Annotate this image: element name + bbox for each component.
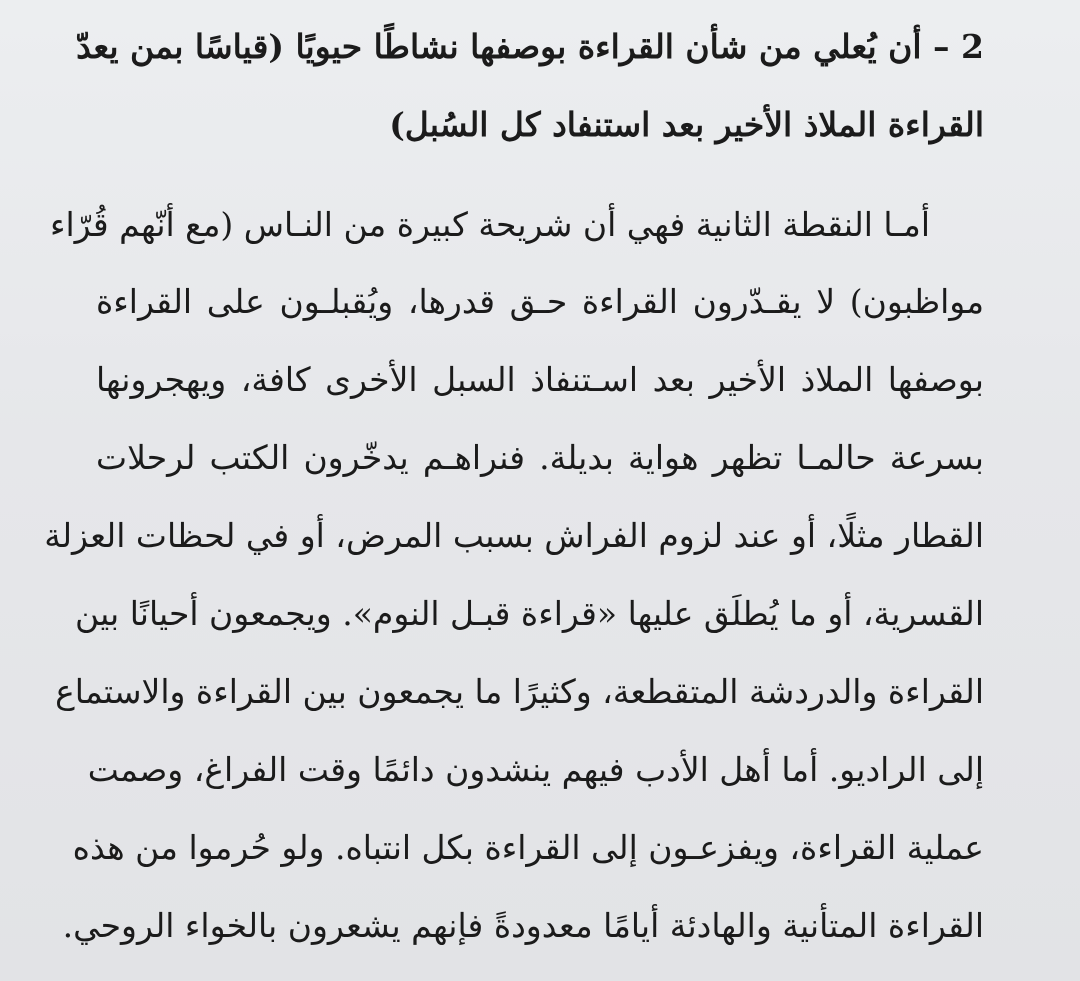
- paragraph-line-6: القسرية، أو ما يُطلَق عليها «قراءة قبـل النوم». ويجمعون أحيانًا بين: [74, 594, 984, 633]
- paragraph-line-4: بسرعة حالمـا تظهر هواية بديلة. فنراهـم يدخّرون الكتب لرحلات: [96, 438, 984, 477]
- paragraph-line-3: بوصفها الملاذ الأخير بعد اسـتنفاذ السبل الأخرى كافة، ويهجرونها: [96, 360, 984, 399]
- paragraph-line-7: القراءة والدردشة المتقطعة، وكثيرًا ما يجمعون بين القراءة والاستماع: [55, 672, 984, 711]
- paragraph-line-5: القطار مثلًا، أو عند لزوم الفراش بسبب المرض، أو في لحظات العزلة: [44, 516, 984, 555]
- paragraph-line-8: إلى الراديو. أما أهل الأدب فيهم ينشدون دائمًا وقت الفراغ، وصمت: [87, 750, 984, 789]
- paragraph-line-10: القراءة المتأنية والهادئة أيامًا معدودةً فإنهم يشعرون بالخواء الروحي.: [62, 906, 984, 945]
- heading-line-2: القراءة الملاذ الأخير بعد استنفاد كل السُبل): [389, 105, 984, 144]
- paragraph-line-2: مواظبون) لا يقـدّرون القراءة حـق قدرها، ويُقبلـون على القراءة: [96, 282, 984, 321]
- paragraph-line-1: أمـا النقطة الثانية فهي أن شريحة كبيرة من النـاس (مع أنّهم قُرّاء: [49, 205, 930, 244]
- heading-line-1: 2 – أن يُعلي من شأن القراءة بوصفها نشاطًا حيويًا (قياسًا بمن يعدّ: [76, 27, 984, 66]
- paragraph-line-9: عملية القراءة، ويفزعـون إلى القراءة بكل انتباه. ولو حُرموا من هذه: [72, 828, 984, 867]
